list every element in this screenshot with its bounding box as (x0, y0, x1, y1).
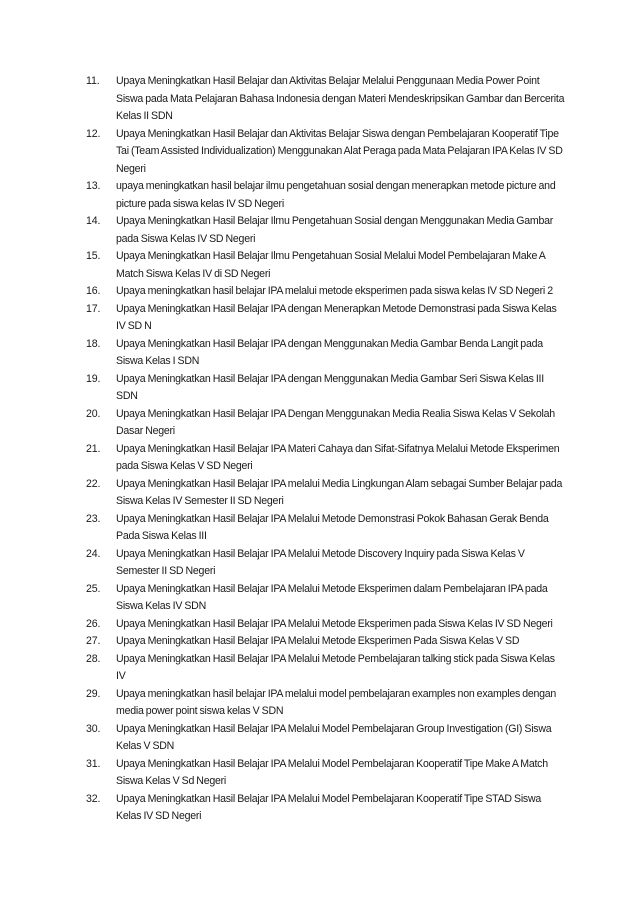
list-item (86, 213, 578, 248)
list-item-text: Upaya Meningkatkan Hasil Belajar IPA Melalui Metode Eksperimen dalam Pembelajaran IPA pada Siswa Kelas IV SDN (116, 582, 548, 612)
list-item-text: Upaya Meningkatkan Hasil Belajar dan Aktivitas Belajar Siswa dengan Pembelajaran Kooperatif Tipe Tai (Team Assisted Individualization) Menggunakan Alat Peraga pada Mata Pelajaran IPA Kelas IV SD Negeri (116, 127, 563, 175)
list-item (86, 301, 578, 336)
list-item-text: Upaya Meningkatkan Hasil Belajar IPA Melalui Metode Discovery Inquiry pada Siswa Kelas V Semester II SD Negeri (116, 547, 525, 577)
list-item (86, 756, 578, 791)
list-item (86, 511, 578, 546)
list-item-text: Upaya Meningkatkan Hasil Belajar IPA dengan Menerapkan Metode Demonstrasi pada Siswa Kelas IV SD N (116, 302, 557, 332)
list-item-number: 30. (86, 722, 101, 735)
list-item-number: 25. (86, 582, 101, 595)
list-item-text: Upaya Meningkatkan Hasil Belajar IPA Melalui Metode Eksperimen pada Siswa Kelas IV SD Negeri (116, 617, 553, 630)
list-item-text: Upaya Meningkatkan Hasil Belajar IPA Melalui Model Pembelajaran Kooperatif Tipe STAD Siswa Kelas IV SD Negeri (116, 792, 542, 822)
list-item (86, 616, 578, 634)
list-item-text: Upaya Meningkatkan Hasil Belajar IPA Dengan Menggunakan Media Realia Siswa Kelas V Sekolah Dasar Negeri (116, 407, 555, 437)
list-item (86, 651, 578, 686)
list-item (86, 178, 578, 213)
list-item-number: 14. (86, 215, 101, 227)
list-item (86, 441, 578, 476)
list-item-number: 21. (86, 442, 101, 455)
list-item-number: 17. (86, 302, 101, 315)
list-item-text: Upaya Meningkatkan Hasil Belajar IPA melalui Media Lingkungan Alam sebagai Sumber Belajar pada Siswa Kelas IV Semester II SD Negeri (116, 477, 563, 507)
list-item-number: 22. (86, 477, 101, 490)
list-item-text: Upaya Meningkatkan Hasil Belajar IPA Melalui Model Pembelajaran Group Investigation (GI) Siswa Kelas V SDN (116, 722, 552, 752)
list-item-number: 27. (86, 635, 101, 647)
list-item-number: 15. (86, 250, 101, 262)
list-item-number: 28. (86, 652, 101, 665)
list-item-number: 31. (86, 757, 101, 770)
list-item-number: 19. (86, 372, 101, 385)
list-item-number: 24. (86, 547, 101, 560)
list-item-text: Upaya Meningkatkan Hasil Belajar Ilmu Pengetahuan Sosial Melalui Model Pembelajaran Make A Match Siswa Kelas IV di SD Negeri (116, 250, 545, 280)
list-item-number: 23. (86, 512, 101, 525)
list-item-text: Upaya meningkatkan hasil belajar IPA melalui model pembelajaran examples non examples dengan media power point siswa kelas V SDN (116, 687, 557, 717)
list-item-text: Upaya Meningkatkan Hasil Belajar IPA Materi Cahaya dan Sifat-Sifatnya Melalui Metode Eksperimen pada Siswa Kelas V SD Negeri (116, 442, 560, 472)
list-item-number: 32. (86, 792, 101, 805)
list-item (86, 581, 578, 616)
list-item-number: 18. (86, 337, 101, 350)
list-item (86, 248, 578, 283)
list-item-text: Upaya Meningkatkan Hasil Belajar IPA Melalui Metode Demonstrasi Pokok Bahasan Gerak Benda Pada Siswa Kelas III (116, 512, 549, 542)
list-item (86, 633, 578, 651)
list-item-text: Upaya Meningkatkan Hasil Belajar IPA dengan Menggunakan Media Gambar Benda Langit pada Siswa Kelas I SDN (116, 337, 543, 367)
list-item-text: Upaya Meningkatkan Hasil Belajar dan Aktivitas Belajar Melalui Penggunaan Media Power Point Siswa pada Mata Pelajaran Bahasa Indonesia dengan Materi Mendeskripsikan Gambar dan Bercerita Kelas II SDN (116, 75, 565, 122)
list-item-text: Upaya meningkatkan hasil belajar IPA melalui metode eksperimen pada siswa kelas IV SD Negeri 2 (116, 285, 553, 297)
list-item-number: 12. (86, 127, 101, 140)
list-item-text: Upaya Meningkatkan Hasil Belajar IPA Melalui Metode Eksperimen Pada Siswa Kelas V SD (116, 635, 520, 647)
numbered-list (86, 73, 578, 826)
list-item (86, 336, 578, 371)
list-item-number: 13. (86, 180, 101, 192)
list-item (86, 406, 578, 441)
list-item (86, 476, 578, 511)
list-item-text: Upaya Meningkatkan Hasil Belajar IPA dengan Menggunakan Media Gambar Seri Siswa Kelas III SDN (116, 372, 544, 402)
list-item (86, 546, 578, 581)
list-item-number: 20. (86, 407, 101, 420)
list-item (86, 283, 578, 301)
list-item (86, 721, 578, 756)
list-item (86, 126, 578, 179)
list-item (86, 73, 578, 126)
list-item (86, 791, 578, 826)
list-item-text: Upaya Meningkatkan Hasil Belajar IPA Melalui Metode Pembelajaran talking stick pada Siswa Kelas IV (116, 652, 555, 682)
list-item-number: 11. (86, 75, 100, 87)
list-item (86, 371, 578, 406)
list-item-number: 26. (86, 617, 101, 630)
list-item-text: Upaya Meningkatkan Hasil Belajar Ilmu Pengetahuan Sosial dengan Menggunakan Media Gambar pada Siswa Kelas IV SD Negeri (116, 215, 554, 245)
list-item (86, 686, 578, 721)
list-item-number: 16. (86, 285, 101, 297)
list-item-text: upaya meningkatkan hasil belajar ilmu pengetahuan sosial dengan menerapkan metode picture and picture pada siswa kelas IV SD Negeri (116, 180, 556, 210)
list-item-text: Upaya Meningkatkan Hasil Belajar IPA Melalui Model Pembelajaran Kooperatif Tipe Make A Match Siswa Kelas V Sd Negeri (116, 757, 548, 787)
list-item-number: 29. (86, 687, 101, 700)
